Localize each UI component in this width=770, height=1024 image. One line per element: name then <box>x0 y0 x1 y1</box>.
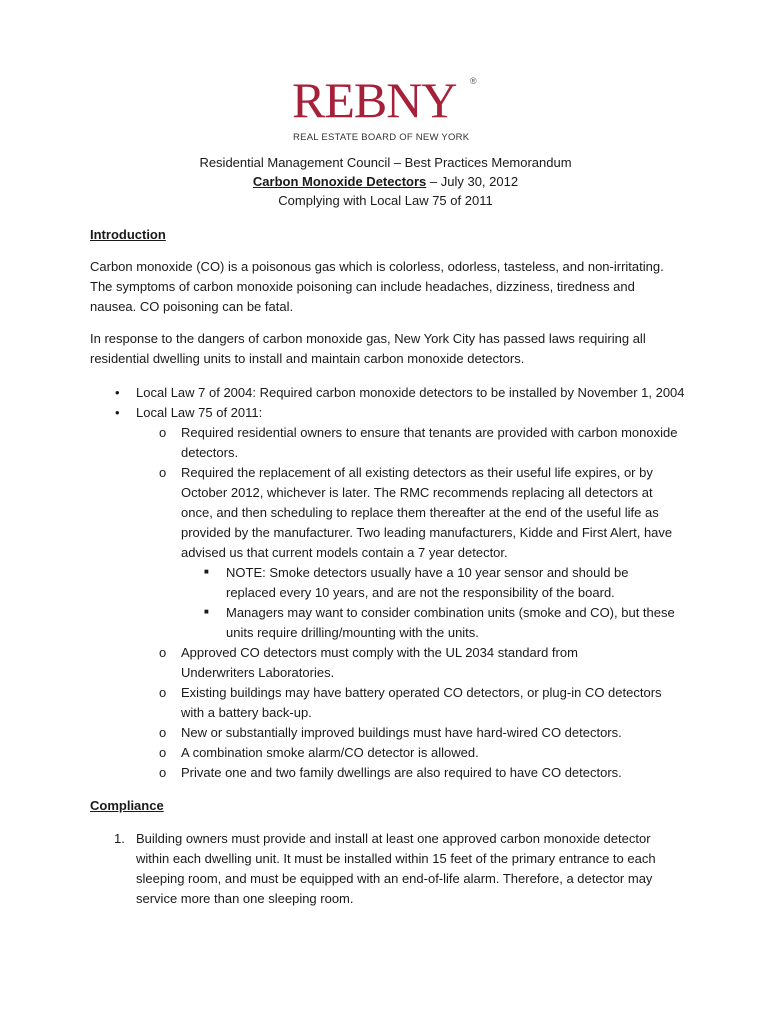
sub-bullet-marker: o <box>159 765 167 780</box>
memo-date: – July 30, 2012 <box>426 174 519 189</box>
memo-series: Residential Management Council – Best Practices Memorandum <box>199 155 572 170</box>
note-combination-units: Managers may want to consider combination units (smoke and CO), but these units require drilling/mounting with the units. <box>226 605 675 640</box>
sub-item-replacement: Required the replacement of all existing detectors as their useful life expires, or by October 2012, whichever is later. The RMC recommends replacing all detectors at once, and then scheduling to replace them thereafter at the end of the useful life as provided by the manufacturer. Two leading manufacturers, Kidde and First Alert, have advised us that current models contain a 7 year detector. <box>181 465 673 560</box>
sub-bullet-marker: o <box>159 645 167 660</box>
compliance-heading: Compliance <box>90 798 164 813</box>
sub-bullet-marker: o <box>159 425 167 440</box>
bullet-local-law-7: Local Law 7 of 2004: Required carbon monoxide detectors to be installed by November 1, 2004 <box>136 385 685 400</box>
square-bullet-marker: ■ <box>204 607 209 616</box>
numbered-item-marker: 1. <box>114 831 125 846</box>
memo-header <box>90 153 681 210</box>
sub-bullet-marker: o <box>159 745 167 760</box>
introduction-heading: Introduction <box>90 227 166 242</box>
registered-mark: ® <box>470 76 477 86</box>
compliance-item-1: Building owners must provide and install at least one approved carbon monoxide detector within each dwelling unit. It must be installed within 15 feet of the primary entrance to each sleeping room, and must be equipped with an end-of-life alarm. Therefore, a detector may service more than one sleeping room. <box>136 831 656 906</box>
sub-item-combination-alarm: A combination smoke alarm/CO detector is allowed. <box>181 745 479 760</box>
sub-bullet-marker: o <box>159 725 167 740</box>
sub-item-new-buildings: New or substantially improved buildings must have hard-wired CO detectors. <box>181 725 622 740</box>
sub-item-existing-buildings: Existing buildings may have battery operated CO detectors, or plug-in CO detectors with a battery back-up. <box>181 685 662 720</box>
square-bullet-marker: ■ <box>204 567 209 576</box>
bullet-marker: • <box>115 405 120 420</box>
sub-bullet-marker: o <box>159 685 167 700</box>
sub-item-private-dwellings: Private one and two family dwellings are also required to have CO detectors. <box>181 765 622 780</box>
sub-item-tenant-detectors: Required residential owners to ensure that tenants are provided with carbon monoxide detectors. <box>181 425 678 460</box>
rebny-logo <box>292 72 482 146</box>
bullet-local-law-75: Local Law 75 of 2011: <box>136 405 263 420</box>
memo-title: Carbon Monoxide Detectors <box>252 174 427 189</box>
memo-title-line <box>90 172 681 191</box>
bullet-marker: • <box>115 385 120 400</box>
logo-subtitle: REAL ESTATE BOARD OF NEW YORK <box>293 132 470 143</box>
sub-bullet-marker: o <box>159 465 167 480</box>
memo-subject: Complying with Local Law 75 of 2011 <box>278 193 493 208</box>
intro-paragraph-1: Carbon monoxide (CO) is a poisonous gas which is colorless, odorless, tasteless, and non-irritating. The symptoms of carbon monoxide poisoning can include headaches, dizziness, tiredness and nausea. CO poisoning can be fatal. <box>90 259 664 314</box>
logo-wordmark: REBNY <box>292 72 457 128</box>
sub-item-ul-2034: Approved CO detectors must comply with the UL 2034 standard from Underwriters Laboratories. <box>181 645 578 680</box>
intro-paragraph-2: In response to the dangers of carbon monoxide gas, New York City has passed laws requiring all residential dwelling units to install and maintain carbon monoxide detectors. <box>90 331 646 366</box>
note-smoke-detectors: NOTE: Smoke detectors usually have a 10 year sensor and should be replaced every 10 years, and are not the responsibility of the board. <box>226 565 629 600</box>
